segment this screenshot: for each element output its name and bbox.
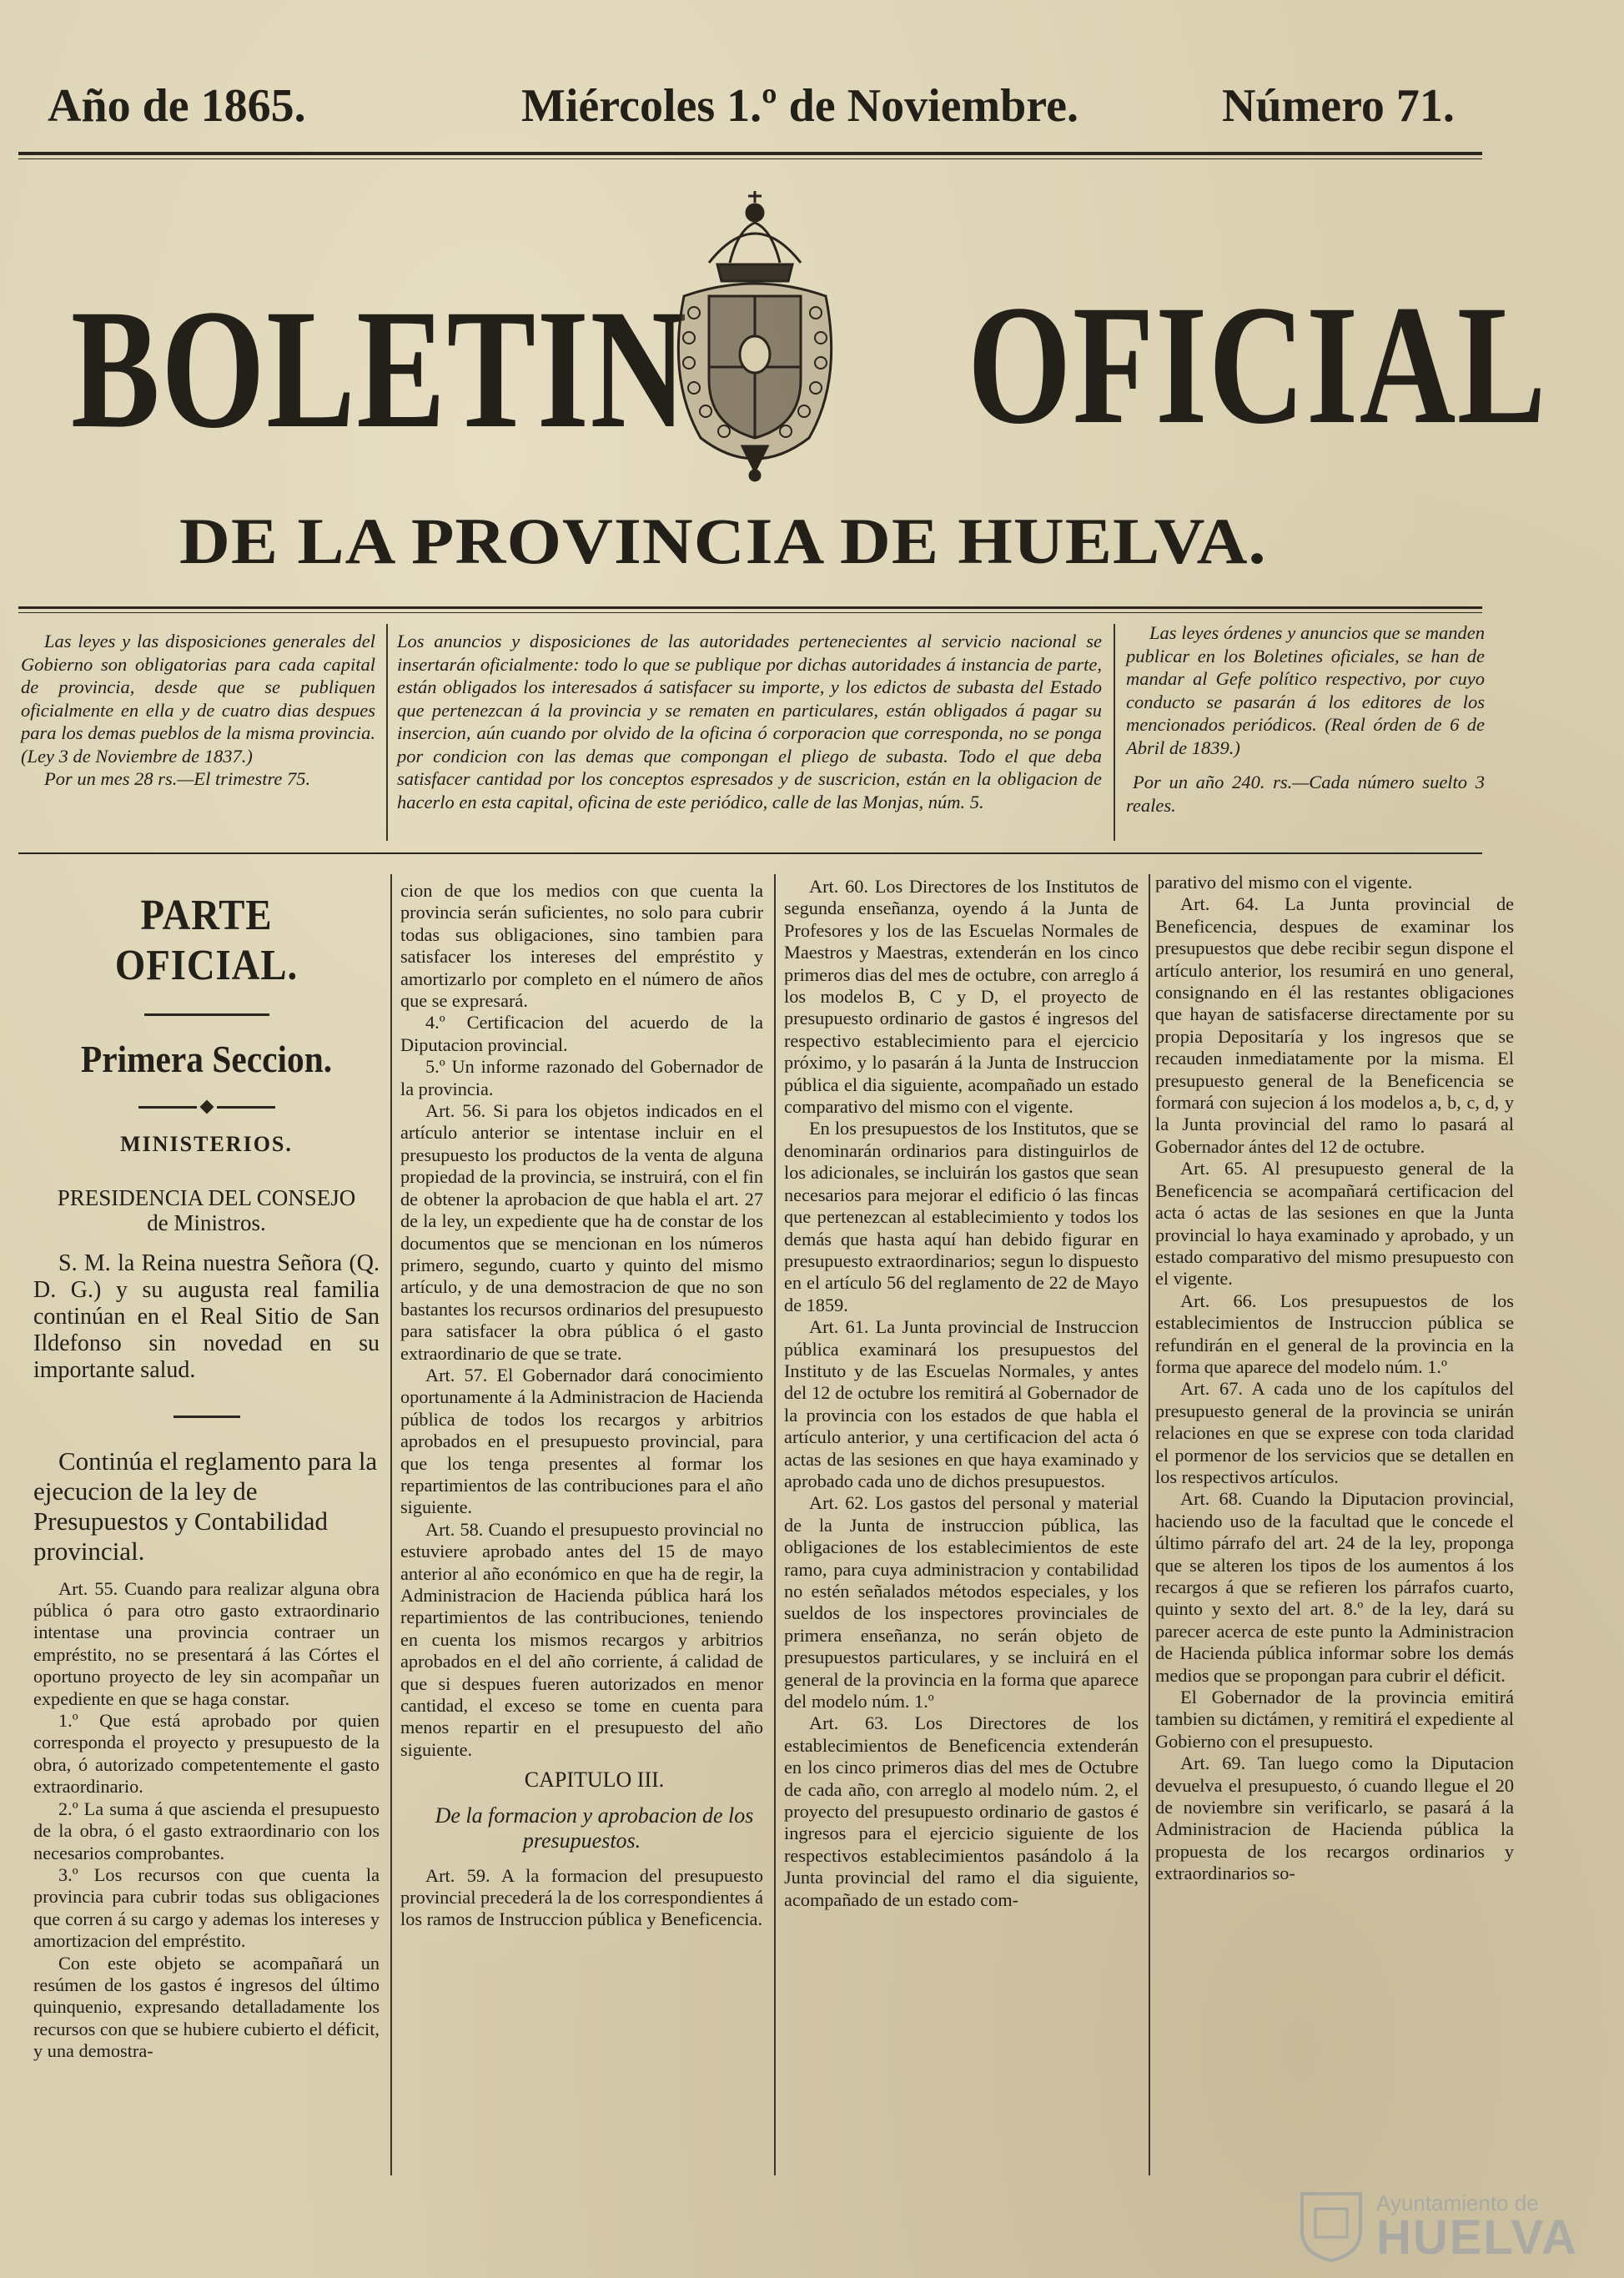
notice-divider-1 [386, 624, 388, 841]
royal-health-paragraph: S. M. la Reina nuestra Señora (Q. D. G.) y su augusta real familia continúan en el Real Sitio de San Ildefonso sin novedad en su importante salud. [33, 1250, 380, 1384]
capitulo-heading: CAPITULO III. [524, 1768, 665, 1793]
royal-coat-of-arms-icon [651, 188, 859, 484]
issue-number: Número 71. [1222, 80, 1455, 132]
notice-right-price: Por un año 240. rs.—Cada número suelto 3 reales. [1126, 772, 1485, 816]
article-paragraph: Art. 65. Al presupuesto general de la Beneficencia se acompañará certificacion del acta ó actas de las sesiones en que la Junta provincial lo haya examinado y aprobado, y un estado comparativo del mismo presupuesto con el vigente. [1155, 1158, 1514, 1290]
notice-right-text: Las leyes órdenes y anuncios que se manden publicar en los Boletines oficiales, se han de mandar al Gefe político respectivo, por cuyo conducto se pasarán á los editores de los mencionados periódicos. (Real órden de 6 de Abril de 1839.) [1126, 622, 1485, 758]
article-paragraph: En los presupuestos de los Institutos, que se denominarán ordinarios para distinguirlos de los adicionales, se incluirán los gastos que sean necesarios para mejorar el edificio ó las fincas que pertenezcan al establecimiento y todos los demás que hasta aquí han debido figurar en presupuesto extraordinarios; segun lo dispuesto en el artículo 56 del reglamento de 22 de Mayo de 1859. [784, 1118, 1139, 1315]
watermark-bottom: HUELVA [1376, 2210, 1578, 2265]
article-paragraph: Art. 63. Los Directores de los establecimientos de Beneficencia extenderán en los cinco primeros dias del mes de Octubre de cada año, con arreglo al modelo núm. 2, el proyecto del presupuesto ordinario de gastos é ingresos para el ejercicio siguiente de los respectivos establecimientos pasándolo á la Junta provincial del ramo el dia siguiente, acompañado de un estado com- [784, 1712, 1139, 1910]
column-2 [400, 880, 763, 2202]
article-paragraph: 4.º Certificacion del acuerdo de la Diputacion provincial. [400, 1012, 763, 1055]
article-paragraph: Art. 60. Los Directores de los Institutos de segunda enseñanza, oyendo á la Junta de Profesores y los de las Escuelas Normales de Maestros y Maestras, extenderán en los cinco primeros dias del mes de octubre, con arreglo á los modelos B, C y D, el proyecto de presupuesto ordinario de gastos é ingresos del respectivo establecimiento para el ejercicio próximo, y lo pasarán á la Junta de Instruccion pública el dia siguiente, acompañado un estado comparativo del mismo con el vigente. [784, 876, 1139, 1118]
article-paragraph: 3.º Los recursos con que cuenta la provincia para cubrir todas sus obligaciones que corren á su cargo y ademas los intereses y amortizacion del empréstito. [33, 1863, 380, 1952]
article-paragraph: Art. 64. La Junta provincial de Beneficencia, despues de examinar los presupuestos que debe recibir segun dispone el artículo anterior, los resumirá en uno general, consignando en él las restantes obligaciones que hayan de satisfacerse directamente por su propia Depositaría y los ingresos que se recauden inmediatamente por la misma. El presupuesto general de la Beneficencia se formará con sujecion á los modelos a, b, c, d, y la Junta provincial del ramo lo pasará al Gobernador ántes del 12 de octubre. [1155, 893, 1514, 1157]
article-paragraph: Art. 57. El Gobernador dará conocimiento oportunamente á la Administracion de Hacienda pública de todos los recargos y arbitrios aprobados en el presupuesto provincial, para que los tenga presentes al formar los repartimientos de las contribuciones para el año siguiente. [400, 1364, 763, 1518]
article-paragraph: Art. 68. Cuando la Diputacion provincial, haciendo uso de la facultad que le concede el último párrafo del art. 24 de la ley, proponga que se alteren los tipos de los aumentos á los recargos á que se refieren los párrafos cuarto, quinto y sexto del art. 8.º de la ley, dará su parecer acerca de este punto la Administracion de Hacienda pública informar sobre los demás medios que se propongan para cubrir el déficit. [1155, 1488, 1514, 1686]
article-paragraph: cion de que los medios con que cuenta la provincia serán suficientes, no solo para cubrir todas sus obligaciones, sino tambien para satisfacer los intereses del empréstito y amortizarlo por completo en el número de años que se expresará. [400, 880, 763, 1012]
article-paragraph: El Gobernador de la provincia emitirá tambien su dictámen, y remitirá el expediente al Gobierno con el presupuesto. [1155, 1687, 1514, 1752]
year-label: Año de 1865. [48, 80, 306, 132]
notice-left-text: Las leyes y las disposiciones generales del Gobierno son obligatorias para cada capital de provincia, desde que se publiquen oficialmente en ella y de cuatro dias despues para los demas pueblos de la misma provincia. (Ley 3 de Noviembre de 1837.) [21, 631, 375, 767]
article-paragraph: Art. 62. Los gastos del personal y material de la Junta de instruccion pública, las obligaciones de los establecimientos de este ramo, para cuya administracion y contabilidad no estén señalados métodos especiales, y los sueldos de los inspectores provinciales de primera enseñanza, no serán objeto de presupuestos particulares, y se incluirá en el general de la provincia en la forma que aparece del modelo núm. 1.º [784, 1492, 1139, 1712]
article-paragraph: Art. 56. Si para los objetos indicados en el artículo anterior se intentase incluir en el presupuesto los productos de la venta de alguna propiedad de la provincia, se instruirá, con el fin de obtener la aprobacion de que habla el art. 27 de la ley, un expediente que ha de constar de los documentos que se mencionan en los números primero, segundo, cuarto y quinto del mismo artículo, y de una demostracion de que no son bastantes los recursos ordinarios del presupuesto para satisfacer la obra pública ó el gasto extraordinario de que se trate. [400, 1100, 763, 1364]
ornament-rule [33, 1094, 380, 1116]
article-paragraph: Con este objeto se acompañará un resúmen de los gastos é ingresos del último quinquenio, expresando detalladamente los recursos con que se hubiere cubierto el déficit, y una demostra- [33, 1952, 380, 2062]
notice-center-text: Los anuncios y disposiciones de las autoridades pertenecientes al servicio nacional se insertarán oficialmente: todo lo que se publique por dichas autoridades á instancia de parte, están obligados los interesados á satisfacer su importe, y los edictos de subasta del Estado que pertenezcan á la provincia y se rematen en particulares, están obligados á pagar su insercion, aún cuando por olvido de la oficina ó corporacion que corresponda, no se ponga por condicion con las demas que compongan el pliego de subasta. Todo el que deba satisfacer cantidad por los conceptos espresados y de suscricion, están en la obligacion de hacerlo en esta capital, oficina de este periódico, calle de las Monjas, núm. 5. [397, 631, 1102, 812]
article-paragraph: 5.º Un informe razonado del Gobernador de la provincia. [400, 1056, 763, 1099]
notice-left [21, 630, 375, 791]
capitulo-subheading: De la formacion y aprobacion de los presupuestos. [435, 1803, 754, 1853]
column-divider-2 [774, 874, 776, 2175]
notice-right [1126, 621, 1485, 817]
masthead-subtitle: DE LA PROVINCIA DE HUELVA. [179, 505, 1267, 577]
column-3 [784, 876, 1139, 2198]
column-divider-1 [390, 874, 392, 2175]
masthead-title-left: BOLETIN [71, 274, 688, 464]
ornament-rule [33, 1404, 380, 1426]
column-1 [33, 876, 380, 2277]
watermark-text [1376, 2190, 1578, 2265]
column-divider-3 [1149, 874, 1150, 2175]
article-paragraph: Art. 58. Cuando el presupuesto provincial no estuviere aprobado antes del 15 de mayo anterior al año económico en que ha de regir, la Administracion de Hacienda pública hará los repartimientos de las contribuciones, teniendo en cuenta los mismos recargos y arbitrios aprobados en el del año corriente, á calidad de que si despues fueren autorizados en menor cantidad, el exceso se tome en cuenta para menos repartir en el presupuesto del año siguiente. [400, 1518, 763, 1760]
article-paragraph: Art. 59. A la formacion del presupuesto provincial precederá la de los correspondientes á los ramos de Instruccion pública y Beneficencia. [400, 1864, 763, 1930]
article-paragraph: 2.º La suma á que ascienda el presupuesto de la obra, ó el gasto extraordinario con los necesarios comprobantes. [33, 1798, 380, 1863]
parte-oficial-heading: PARTE OFICIAL. [114, 892, 299, 989]
article-paragraph: Art. 66. Los presupuestos de los establecimientos de Instruccion pública se refundirán en el general de la provincia en la forma que aparece del modelo núm. 1.º [1155, 1290, 1514, 1377]
masthead-title-right: OFICIAL [968, 270, 1548, 460]
article-paragraph: 1.º Que está aprobado por quien corresponda el proyecto y presupuesto de la obra, ó autorizado competentemente el gasto extraordinario. [33, 1710, 380, 1798]
issue-date: Miércoles 1.º de Noviembre. [521, 80, 1079, 132]
notices-rule-top [18, 606, 1482, 609]
notice-divider-2 [1114, 624, 1115, 841]
primera-seccion-heading: Primera Seccion. [80, 1038, 333, 1081]
watermark-top: Ayuntamiento de [1376, 2190, 1539, 2215]
presidencia-heading: PRESIDENCIA DEL CONSEJO [57, 1185, 356, 1211]
header-rule-top [18, 152, 1482, 155]
column-4 [1155, 872, 1514, 2190]
notice-left-price: Por un mes 28 rs.—El trimestre 75. [44, 768, 311, 789]
body-rule-top [18, 852, 1482, 854]
presidencia-subheading: de Ministros. [147, 1210, 266, 1236]
reglamento-heading: Continúa el reglamento para la ejecucion de la ley de Presupuestos y Contabilidad provincial. [33, 1446, 378, 1566]
ministerios-heading: MINISTERIOS. [120, 1131, 293, 1156]
article-paragraph: Art. 67. A cada uno de los capítulos del presupuesto general de la provincia se unirán relaciones en que se exprese con toda claridad el pormenor de los servicios que se detallen en los respectivos artículos. [1155, 1378, 1514, 1487]
article-paragraph: Art. 55. Cuando para realizar alguna obra pública ó para otro gasto extraordinario intentase una provincia contraer un empréstito, no se presentará á las Córtes el oportuno proyecto de ley sin acompañar un expediente en que se haga constar. [33, 1577, 380, 1709]
ornament-rule [33, 1003, 380, 1024]
article-paragraph: parativo del mismo con el vigente. [1155, 872, 1413, 893]
notice-center [397, 630, 1102, 813]
header-rule-top-thin [18, 158, 1482, 159]
notices-rule-top-thin [18, 612, 1482, 613]
ayuntamiento-shield-icon [1297, 2187, 1365, 2262]
article-paragraph: Art. 69. Tan luego como la Diputacion devuelva el presupuesto, ó cuando llegue el 20 de noviembre sin verificarlo, se pasará á la Administracion de Hacienda pública la propuesta de los recargos ordinarios y extraordinarios so- [1155, 1753, 1514, 1884]
article-paragraph: Art. 61. La Junta provincial de Instruccion pública examinará los presupuestos del Instituto y de las Escuelas Normales, y antes del 12 de octubre los remitirá al Gobernador de la provincia con los estados de que habla el artículo anterior, y una certificacion del acta ó actas de las sesiones en que haya examinado y aprobado cada uno de dichos presupuestos. [784, 1316, 1139, 1491]
